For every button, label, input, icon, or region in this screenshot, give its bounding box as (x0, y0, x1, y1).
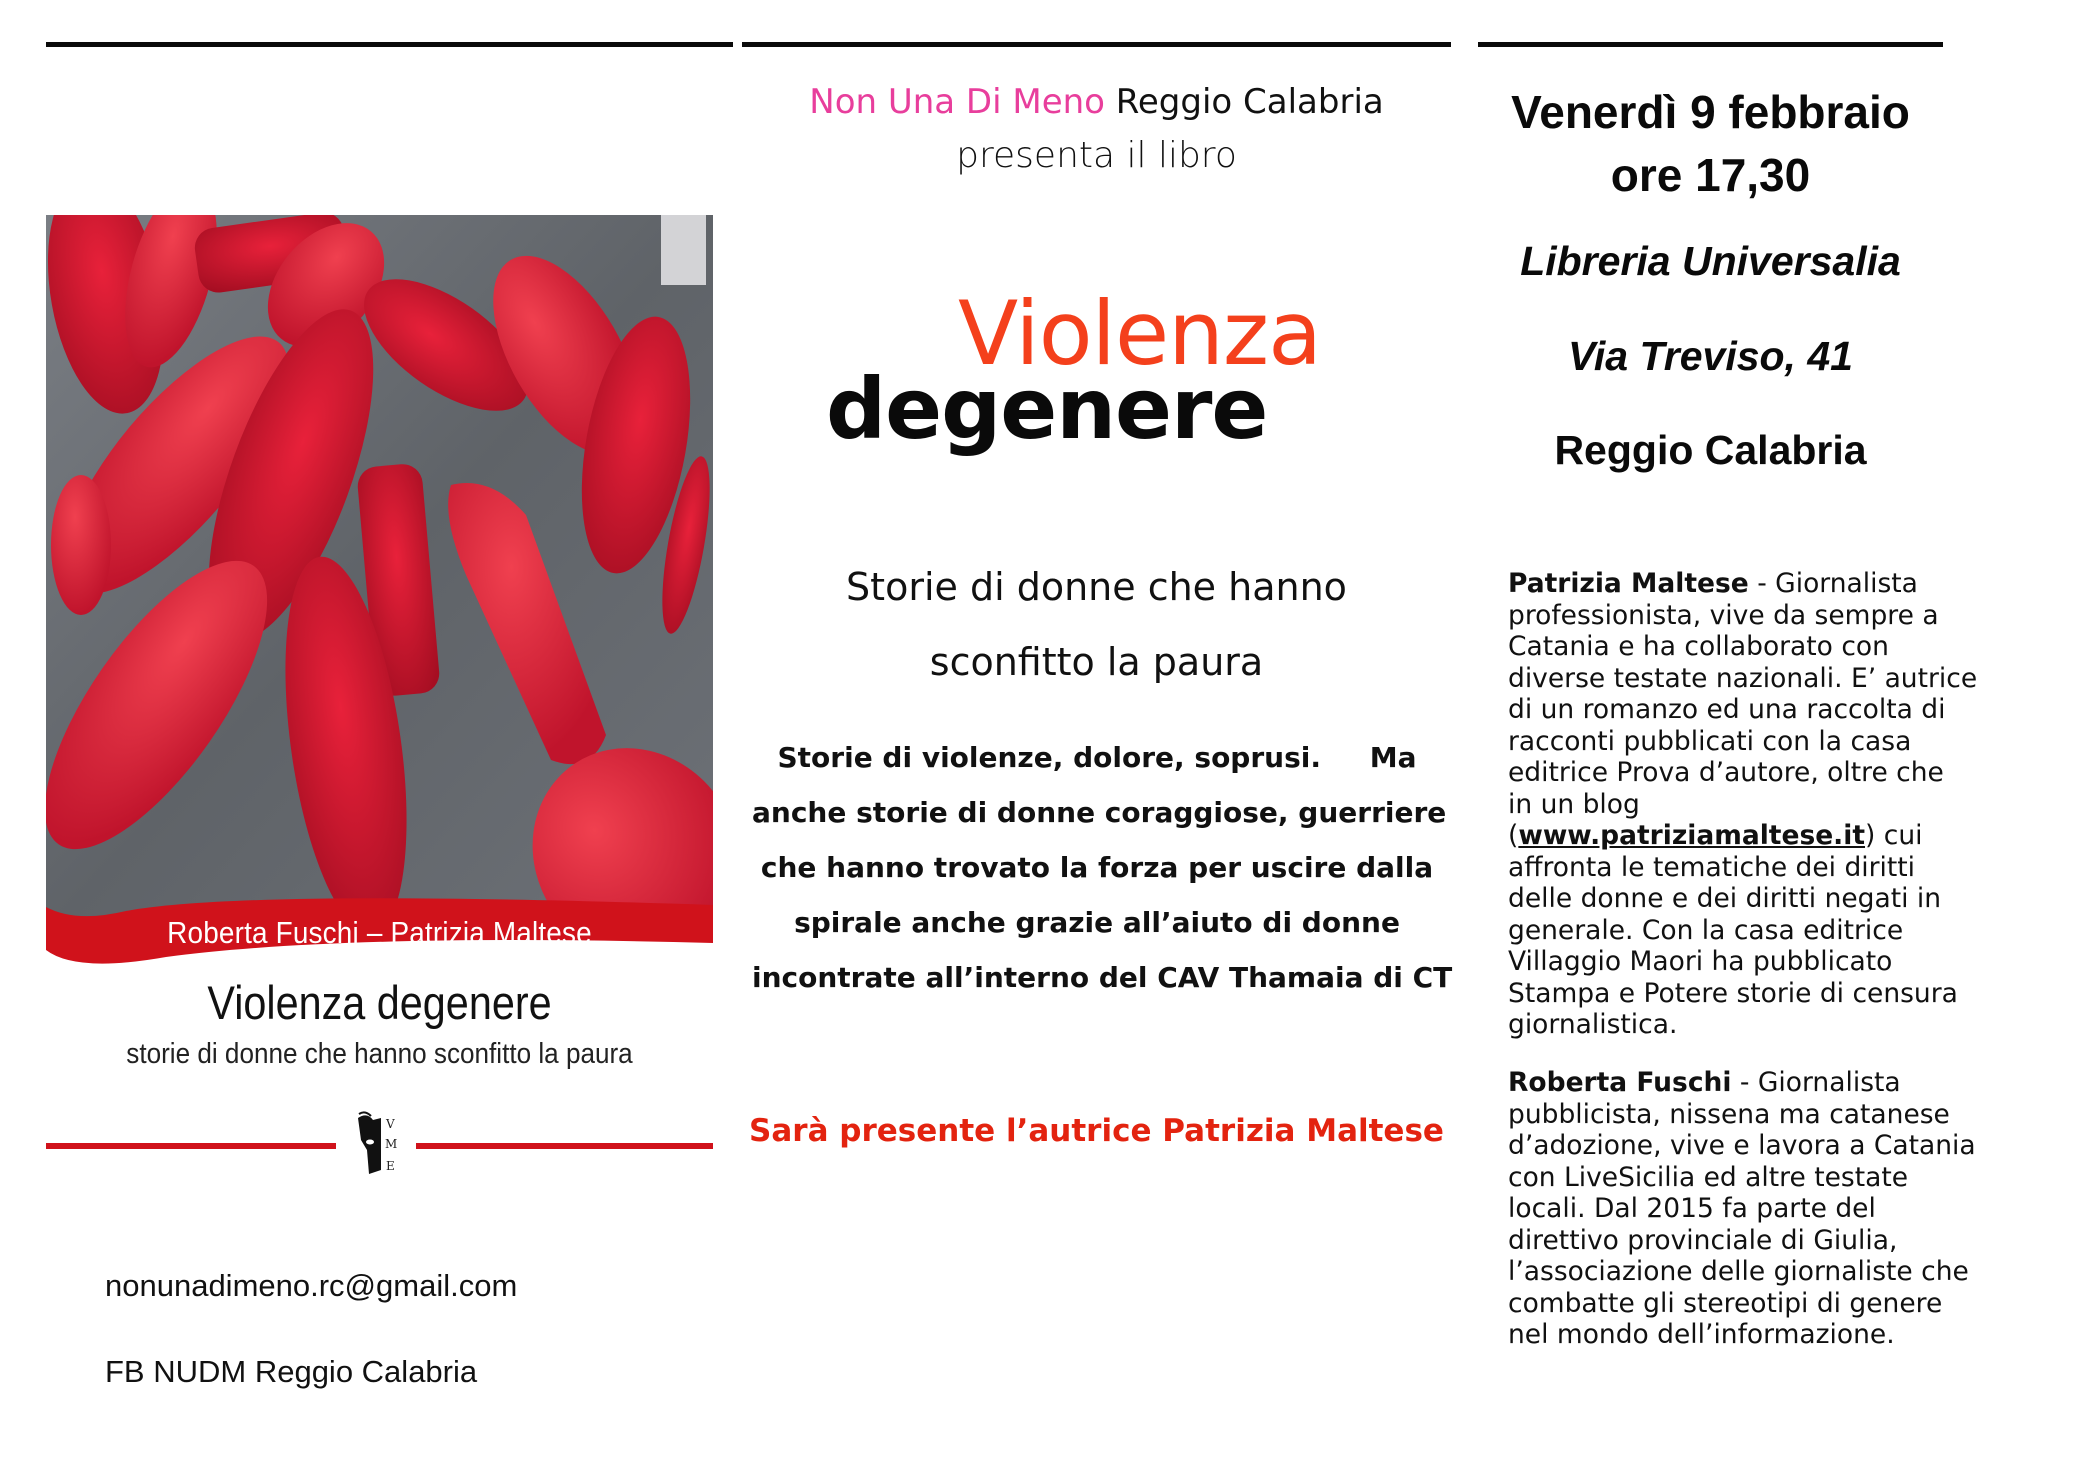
event-time: ore 17,30 (1610, 149, 1811, 201)
bio-text: con LiveSicilia ed altre testate (1508, 1161, 1909, 1193)
event-venue: Libreria Universalia (1520, 238, 1901, 284)
bio-text: professionista, vive da sempre a (1508, 599, 1939, 631)
column-rule-left (46, 42, 733, 47)
red-shoes-photo (46, 215, 713, 935)
bio-text: l’associazione delle giornaliste che (1508, 1256, 1969, 1287)
author-presence-announcement: Sarà presente l’autrice Patrizia Maltese (749, 1113, 1444, 1149)
book-description (752, 730, 1453, 1005)
publisher-logo-icon (355, 1110, 400, 1178)
contact-email[interactable]: nonunadimeno.rc@gmail.com (105, 1268, 518, 1303)
bio-text: - Giornalista (1748, 568, 1918, 599)
bio-text: - Giornalista (1731, 1067, 1901, 1098)
cover-subtitle: storie di donne che hanno sconfitto la paura (126, 1038, 633, 1070)
bio-patrizia-maltese (1508, 568, 2038, 1041)
bio-text: pubblicista, nissena ma catanese (1508, 1098, 1950, 1130)
bio-text: ) cui (1865, 820, 1923, 851)
event-date: Venerdì 9 febbraio (1511, 86, 1910, 138)
svg-text:V: V (386, 1117, 395, 1131)
svg-text:E: E (386, 1159, 395, 1173)
bio-text: combatte gli stereotipi di genere (1508, 1287, 1943, 1319)
organizer-city: Reggio Calabria (1115, 82, 1384, 122)
bio-text: locali. Dal 2015 fa parte del (1508, 1193, 1876, 1224)
organizer-line (742, 82, 1451, 122)
bio-text: nel mondo dell’informazione. (1508, 1319, 1895, 1350)
contact-facebook[interactable]: FB NUDM Reggio Calabria (105, 1354, 478, 1389)
cover-divider-right (416, 1143, 713, 1149)
event-address: Via Treviso, 41 (1568, 333, 1853, 379)
bio-text: Catania e ha collaborato con (1508, 631, 1889, 662)
tagline-line2: sconfitto la paura (929, 640, 1264, 684)
event-city: Reggio Calabria (1554, 427, 1867, 473)
description-line: incontrate all’interno del CAV Thamaia di CT (752, 961, 1453, 994)
organizer-name: Non Una Di Meno (809, 82, 1105, 122)
book-title-line1: Violenza (958, 282, 1322, 385)
column-rule-right (1478, 42, 1943, 47)
bio-text: direttivo provinciale di Giulia, (1508, 1224, 1898, 1256)
cover-title: Violenza degenere (207, 976, 552, 1029)
bio-text: giornalistica. (1508, 1009, 1678, 1040)
bio-text: racconti pubblicati con la casa (1508, 725, 1912, 757)
cover-authors: Roberta Fuschi – Patrizia Maltese (167, 915, 592, 950)
bio-text: affronta le tematiche dei diritti (1508, 851, 1916, 883)
column-rule-middle (742, 42, 1451, 47)
description-line: spirale anche grazie all’aiuto di donne (794, 906, 1400, 939)
bio-text: di un romanzo ed una raccolta di (1508, 694, 1946, 725)
bio-text: generale. Con la casa editrice (1508, 914, 1904, 946)
bio-text: ( (1508, 820, 1519, 851)
bio-roberta-fuschi (1508, 1067, 2038, 1351)
book-cover (46, 215, 713, 970)
bio-text: editrice Prova d’autore, oltre che (1508, 757, 1944, 788)
bio-name: Roberta Fuschi (1508, 1067, 1732, 1098)
description-line: anche storie di donne coraggiose, guerriere (752, 796, 1447, 829)
cover-divider-left (46, 1143, 336, 1149)
bio-text: Villaggio Maori ha pubblicato (1508, 946, 1893, 977)
svg-text:M: M (385, 1137, 398, 1151)
description-line: che hanno trovato la forza per uscire dalla (760, 851, 1434, 884)
presents-label: presenta il libro (956, 135, 1237, 176)
bio-text: delle donne e dei diritti negati in (1508, 883, 1942, 914)
blog-link[interactable]: www.patriziamaltese.it (1518, 820, 1866, 851)
description-line: Storie di violenze, dolore, soprusi. Ma (777, 741, 1417, 774)
bio-text: d’adozione, vive e lavora a Catania (1508, 1130, 1976, 1161)
bio-text: Stampa e Potere storie di censura (1508, 977, 1958, 1009)
bio-name: Patrizia Maltese (1508, 568, 1749, 599)
book-title-line2: degenere (826, 360, 1268, 458)
bio-text: in un blog (1508, 788, 1640, 820)
tagline-line1: Storie di donne che hanno (846, 565, 1347, 609)
bio-text: diverse testate nazionali. E’ autrice (1508, 662, 1978, 694)
